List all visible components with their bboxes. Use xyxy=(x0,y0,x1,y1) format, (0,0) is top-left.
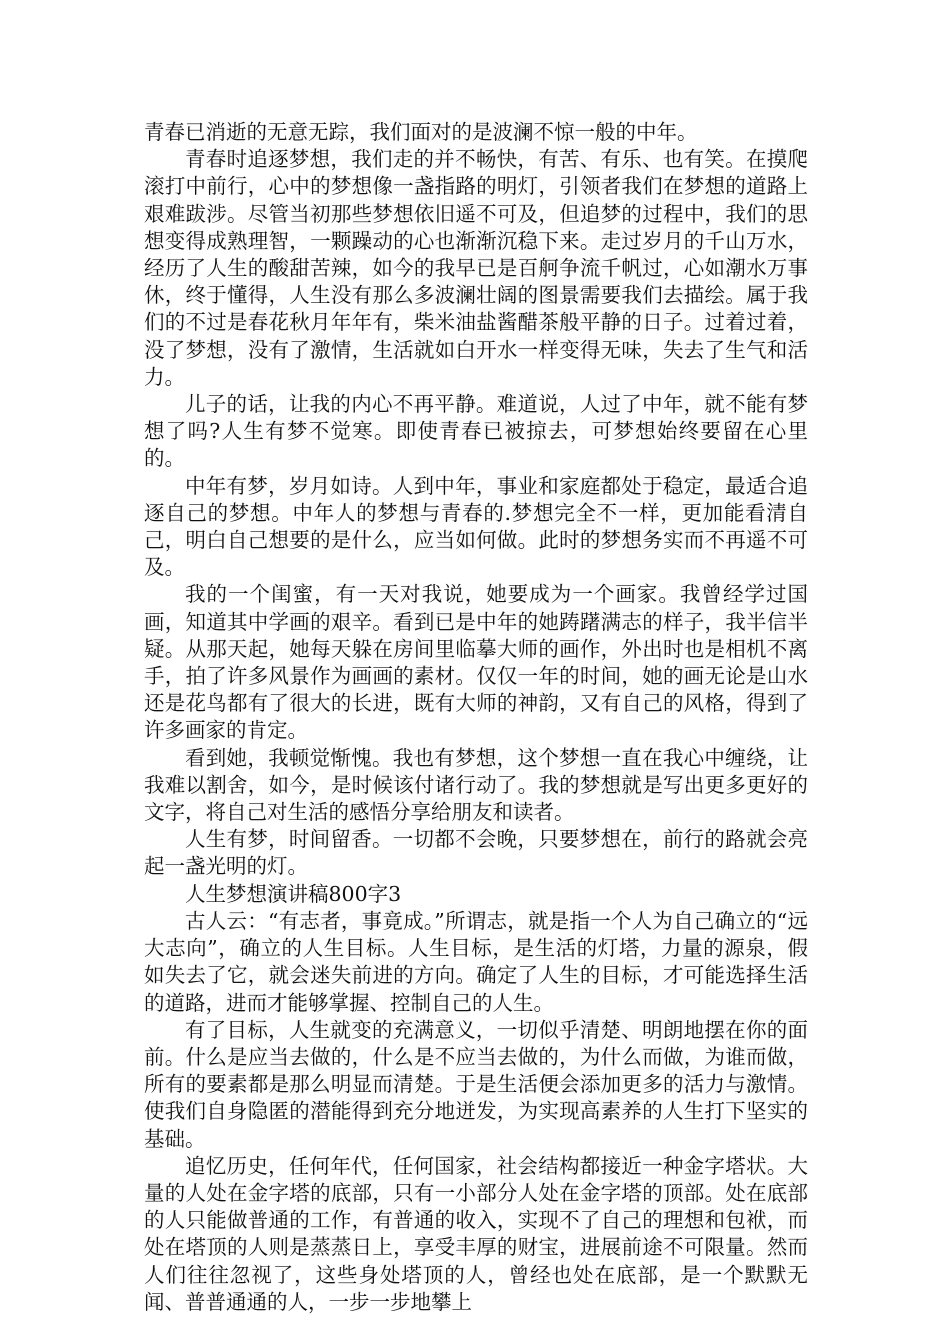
document-body xyxy=(144,119,808,1316)
paragraph: 我的一个闺蜜，有一天对我说，她要成为一个画家。我曾经学过国画，知道其中学画的艰辛。看到已是中年的她踌躇满志的样子，我半信半疑。从那天起，她每天躲在房间里临摹大师的画作，外出时也是相机不离手，拍了许多风景作为画画的素材。仅仅一年的时间，她的画无论是山水还是花鸟都有了很大的长进，既有大师的神韵，又有自己的风格，得到了许多画家的肯定。 xyxy=(144,582,808,743)
paragraph: 中年有梦，岁月如诗。人到中年，事业和家庭都处于稳定，最适合追逐自己的梦想。中年人的梦想与青春的.梦想完全不一样，更加能看清自己，明白自己想要的是什么，应当如何做。此时的梦想务实而不再遥不可及。 xyxy=(144,473,808,580)
paragraph: 追忆历史，任何年代，任何国家，社会结构都接近一种金字塔状。大量的人处在金字塔的底部，只有一小部分人处在金字塔的顶部。处在底部的人只能做普通的工作，有普通的收入，实现不了自己的理想和包袱，而处在塔顶的人则是蒸蒸日上，享受丰厚的财宝，进展前途不可限量。然而人们往往忽视了，这些身处塔顶的人，曾经也处在底部，是一个默默无闻、普普通通的人，一步一步地攀上 xyxy=(144,1153,808,1314)
paragraph: 古人云：“有志者，事竟成。”所谓志，就是指一个人为自己确立的“远大志向”，确立的人生目标。人生目标，是生活的灯塔，力量的源泉，假如失去了它，就会迷失前进的方向。确定了人生的目标，才可能选择生活的道路，进而才能够掌握、控制自己的人生。 xyxy=(144,908,808,1015)
section-heading: 人生梦想演讲稿800字3 xyxy=(185,881,402,906)
paragraph: 青春时追逐梦想，我们走的并不畅快，有苦、有乐、也有笑。在摸爬滚打中前行，心中的梦想像一盏指路的明灯，引领者我们在梦想的道路上艰难跋涉。尽管当初那些梦想依旧遥不可及，但追梦的过程中，我们的思想变得成熟理智，一颗躁动的心也渐渐沉稳下来。走过岁月的千山万水，经历了人生的酸甜苦辣，如今的我早已是百舸争流千帆过，心如潮水万事休，终于懂得，人生没有那么多波澜壮阔的图景需要我们去描绘。属于我们的不过是春花秋月年年有，柴米油盐酱醋茶般平静的日子。过着过着，没了梦想，没有了激情，生活就如白开水一样变得无味，失去了生气和活力。 xyxy=(144,147,808,389)
paragraph: 人生有梦，时间留香。一切都不会晚，只要梦想在，前行的路就会亮起一盏光明的灯。 xyxy=(144,827,808,879)
paragraph: 有了目标，人生就变的充满意义，一切似乎清楚、明朗地摆在你的面前。什么是应当去做的，什么是不应当去做的，为什么而做，为谁而做，所有的要素都是那么明显而清楚。于是生活便会添加更多的活力与激情。使我们自身隐匿的潜能得到充分地迸发，为实现高素养的人生打下坚实的基础。 xyxy=(144,1017,808,1151)
paragraph: 儿子的话，让我的内心不再平静。难道说，人过了中年，就不能有梦想了吗?人生有梦不觉寒。即使青春已被掠去，可梦想始终要留在心里的。 xyxy=(144,392,808,471)
paragraph: 青春已消逝的无意无踪，我们面对的是波澜不惊一般的中年。 xyxy=(144,120,698,144)
paragraph: 看到她，我顿觉惭愧。我也有梦想，这个梦想一直在我心中缠绕，让我难以割舍，如今，是时候该付诸行动了。我的梦想就是写出更多更好的文字，将自己对生活的感悟分享给朋友和读者。 xyxy=(144,745,808,825)
